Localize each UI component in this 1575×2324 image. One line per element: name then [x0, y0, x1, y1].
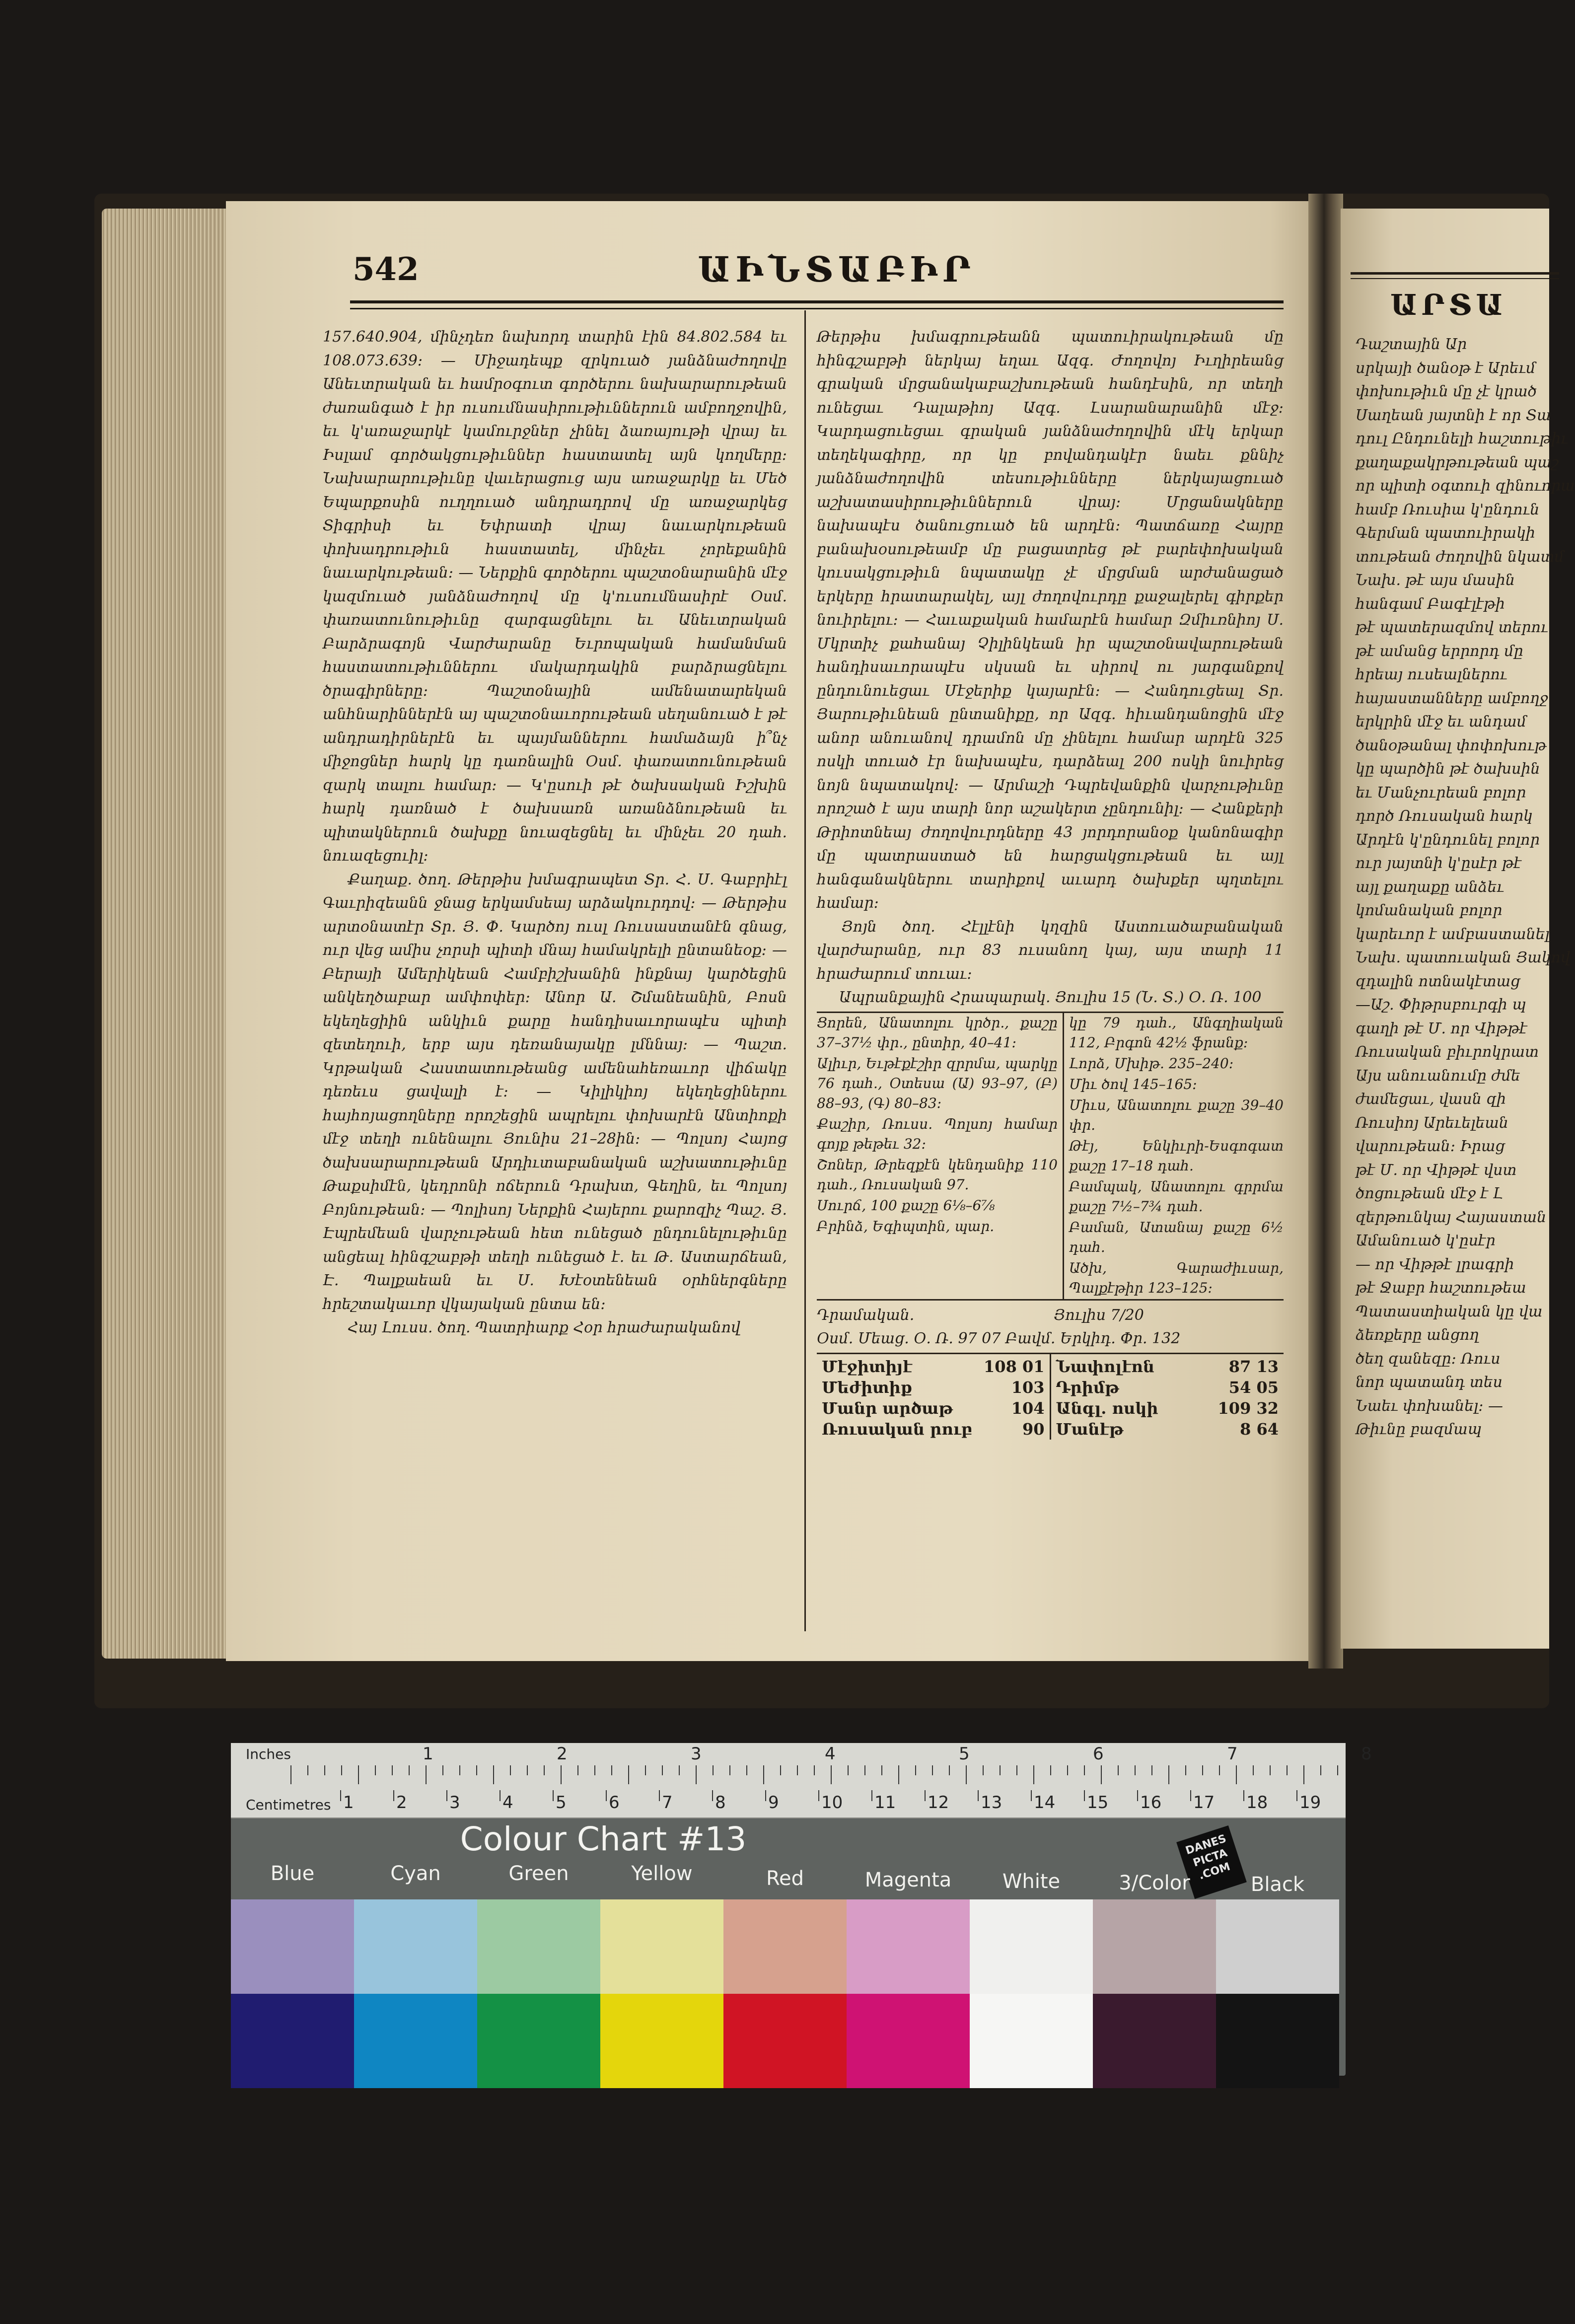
ruler-inches-label: Inches	[246, 1746, 291, 1762]
ruler-inch-number: 6	[1093, 1744, 1104, 1764]
ruler-cm-number: 19	[1299, 1793, 1321, 1813]
right-page-line: Նախ. թէ այս մասին	[1356, 572, 1515, 589]
ruler-cm-number: 16	[1140, 1793, 1162, 1813]
market-row: Բաման, Ատանայ քաշը 6½ դահ.	[1069, 1219, 1284, 1255]
ruler-tick	[476, 1765, 477, 1775]
right-page-line: Ամանուած կ'ըսէր	[1356, 1232, 1496, 1249]
ruler-tick	[1320, 1765, 1321, 1775]
exchange-row	[822, 1377, 1045, 1398]
ruler-inch-number: 4	[825, 1744, 836, 1764]
ruler-tick	[1137, 1790, 1138, 1801]
ruler-tick	[898, 1765, 899, 1784]
book-gutter	[1308, 194, 1343, 1669]
ruler-tick	[1287, 1765, 1288, 1775]
right-page-line: կոմանական բոլոր	[1356, 902, 1503, 919]
ruler-tick	[553, 1790, 554, 1801]
ruler-tick	[949, 1765, 950, 1775]
ruler-tick	[983, 1765, 984, 1775]
ruler-tick	[1033, 1765, 1034, 1784]
right-page-line: թէ Ջաբր հաշտութեա	[1356, 1279, 1526, 1297]
right-page-line: զերթունկայ Հայաստան	[1356, 1208, 1547, 1226]
exchange-value: 103	[1011, 1378, 1045, 1397]
ruler-tick	[1243, 1790, 1244, 1801]
market-row: Շոներ, Թրեզքէն կենդանիք 110 դահ., Ռուսական 97.	[817, 1156, 1058, 1193]
swatch-top	[354, 1899, 477, 1994]
ruler-inch-number: 1	[423, 1744, 433, 1764]
exchange-row	[1056, 1356, 1279, 1377]
ruler-tick	[662, 1765, 663, 1775]
exchange-value: 108 01	[984, 1357, 1045, 1376]
ruler-tick	[510, 1765, 511, 1775]
ruler-tick	[932, 1765, 933, 1775]
market-left-cells	[817, 1013, 1064, 1299]
ruler-tick	[1190, 1790, 1191, 1801]
exchange-label: Մէջիտիյէ	[822, 1357, 913, 1376]
ruler-tick	[561, 1765, 562, 1784]
right-page-line: —Աշ. Փիթրսբուրգի պ	[1356, 996, 1526, 1014]
ruler-cm-number: 5	[556, 1793, 567, 1813]
ruler-inch-number: 3	[691, 1744, 702, 1764]
right-page-line: նոր պատանդ տես	[1356, 1374, 1503, 1391]
right-page-line: թէ պատերազմով տերու	[1356, 619, 1548, 636]
ruler-cm-number: 13	[981, 1793, 1002, 1813]
ruler-tick	[696, 1765, 697, 1784]
swatch-label: Black	[1250, 1873, 1305, 1896]
exchange-value: 87 13	[1228, 1357, 1279, 1376]
ruler-cm-number: 6	[609, 1793, 620, 1813]
exchange-left	[817, 1354, 1050, 1440]
exchange-label: Ռուսական րուբ	[822, 1419, 972, 1439]
right-page-line: Պատաստիական կը վա	[1356, 1303, 1543, 1320]
swatch-top	[847, 1899, 970, 1994]
chart-title: Colour Chart #13	[460, 1820, 747, 1858]
exchange-value: 8 64	[1240, 1419, 1279, 1439]
ruler-inch-number: 7	[1227, 1744, 1238, 1764]
right-page-line: ծեղ զանեզը։ Ռուս	[1356, 1350, 1501, 1368]
header-rule-thin	[350, 308, 1284, 309]
swatch-top	[1093, 1899, 1216, 1994]
ruler-cm-number: 14	[1034, 1793, 1056, 1813]
swatch-top	[723, 1899, 847, 1994]
swatch-label: Red	[766, 1867, 804, 1890]
exchange-value: 54 05	[1228, 1378, 1279, 1397]
ruler-cm-number: 12	[928, 1793, 949, 1813]
swatch-bottom	[600, 1994, 723, 2088]
right-page-line: թէ ամանց երրորդ մը	[1356, 642, 1523, 660]
ruler-tick	[1031, 1790, 1032, 1801]
swatch-label: Green	[508, 1862, 569, 1885]
swatch-top	[600, 1899, 723, 1994]
ruler-tick	[324, 1765, 325, 1775]
ruler-tick	[392, 1765, 393, 1775]
ruler-tick	[1000, 1765, 1001, 1775]
right-page-line: Սաղեան յայտնի է որ Տա	[1356, 406, 1551, 424]
ruler-tick	[1016, 1765, 1017, 1775]
ruler-tick	[1303, 1765, 1304, 1784]
right-page-line: զդալին ոտնակէտաց	[1356, 972, 1520, 990]
ruler-tick	[446, 1790, 447, 1801]
ruler-tick	[1253, 1765, 1254, 1775]
market-row: Բամպակ, Անատոլու գրրմա քաշը 7½–7¾ դահ.	[1069, 1178, 1284, 1215]
exchange-row	[822, 1398, 1045, 1419]
ruler-tick	[1168, 1765, 1169, 1784]
exchange-row	[822, 1356, 1045, 1377]
swatch-label: 3/Color	[1119, 1872, 1190, 1894]
ruler-tick	[1296, 1790, 1297, 1801]
ruler-tick	[1135, 1765, 1136, 1775]
ruler-tick	[594, 1765, 595, 1775]
ruler-cm-number: 10	[821, 1793, 843, 1813]
right-page-line: Թիւնը բազմապ	[1356, 1421, 1482, 1438]
column-divider	[804, 310, 806, 1631]
ruler-tick	[1236, 1765, 1237, 1784]
market-row: կը 79 դահ., Անգղիական 112, Բրգոն 42½ ֆրանք։	[1069, 1014, 1284, 1051]
ruler-tick	[459, 1765, 460, 1775]
ruler-tick	[763, 1765, 764, 1784]
ruler-tick	[606, 1790, 607, 1801]
ruler-tick	[341, 1765, 342, 1775]
swatch-labels	[231, 1862, 1346, 1897]
right-page-line: կը պարծին թէ ծախսին	[1356, 760, 1540, 778]
swatch-label: White	[1002, 1870, 1061, 1893]
right-page-line: այլ քաղաքը անձեւ	[1356, 878, 1504, 896]
ruler-tick	[679, 1765, 680, 1775]
danes-picta-logo: DANES PICTA .COM	[1176, 1825, 1247, 1899]
swatch-label: Blue	[270, 1862, 315, 1885]
exchange-subtitle: Օսմ. Մեաց. Օ. Ռ. 97 07 Բավմ. Երկիդ. Փր. 132	[817, 1330, 1181, 1347]
right-page-line: ծոցութեան մէջ է Լ	[1356, 1185, 1503, 1202]
market-row: Միւ ծով 145–165։	[1069, 1076, 1197, 1092]
right-page-line: հրեայ ուսեալներու	[1356, 666, 1507, 683]
exchange-row	[1056, 1398, 1279, 1419]
ruler-centimetres-label: Centimetres	[246, 1797, 331, 1813]
ruler-cm-number: 17	[1193, 1793, 1215, 1813]
ruler-tick	[500, 1790, 501, 1801]
exchange-title-right: Յուլիս 7/20	[1054, 1306, 1144, 1324]
market-row: Թէյ, Ենկիւրի-Եսգոգատ քաշը 17–18 դահ.	[1069, 1137, 1284, 1174]
exchange-title-left: Դրամական.	[817, 1306, 915, 1324]
swatch-label: Yellow	[631, 1862, 693, 1885]
ruler-inch-number: 2	[557, 1744, 568, 1764]
ruler-tick	[544, 1765, 545, 1775]
right-column	[817, 325, 1284, 1440]
exchange-title	[817, 1304, 1284, 1327]
left-paragraph-1: 157.640.904, մինչդեռ նախորդ տարին էին 84.802.584 եւ 108.073.639։ — Միջադեպք զրկուած յանձնաժողովը Անեւտրական եւ համրօգուտ գործերու նախարարութեան ժառանգած է իր ուսումնասիրութիւններուն ամբողջովին, եւ կ'առաջարկէ կամուրջներ չինել ձառայութի վրայ եւ Իսլամ գործակցութիւններ հաստատել այն կողմերը։ Նախարարութիւնը վաւերացուց այս առաջարկը եւ Մեծ Եպարքոսին ուղղուած անդրադրով մը առաջարկեց Տիգրիսի եւ Եփրատի վրայ նաւարկութեան փոխադրութիւն հաստատել, մինչեւ չորեքանին նաւարկութեան։ — Ներքին գործերու պաշտօնարանին մէջ կազմուած յանձնաժողով մը կ'ուսումնասիրէ Օսմ. փառատունութիւնը զարգացնելու եւ Անեւտրական Բարձրագոյն Վարժարանը Եւրոպական համանման հաստատութիւններու մակարդակին բարձրացնելու ծրագիրները։ Պաշտօնային ամենատարեկան անհնարիններէն այ պաշտօնաւորութեան սեղանուած է թէ անդրադիրներէն եւ պայմաններու համաձայն ի՞նչ միջոցներ հարկ կը դառնալին Օսմ. փառատունութեան զարկ տալու համար։ — Կ'ըսուի թէ ծախսական Իշխին հարկ դառնած է ծախսառն առանձնութեան եւ պիտակներուն ծախքը նուազեցնել եւ մինչեւ 20 դահ. նուազեցուիլ։	[323, 328, 787, 865]
swatch-bottom	[847, 1994, 970, 2088]
header-rule	[350, 300, 1284, 303]
ruler-tick	[818, 1790, 819, 1801]
ruler-tick	[915, 1765, 916, 1775]
ruler-tick	[966, 1765, 967, 1784]
ruler-tick	[527, 1765, 528, 1775]
ruler-tick	[645, 1765, 646, 1775]
ruler-tick	[409, 1765, 410, 1775]
swatch-bottom	[354, 1994, 477, 2088]
left-paragraph-3: Հայ Լուսս. ծող. Պատրիարք Հօր հրաժարականով	[348, 1319, 741, 1336]
swatch-label: Cyan	[390, 1862, 441, 1885]
ruler	[231, 1743, 1372, 1818]
ruler-cm-number: 3	[449, 1793, 460, 1813]
ruler-tick	[871, 1790, 872, 1801]
ruler-tick	[290, 1765, 291, 1784]
ruler-tick	[1202, 1765, 1203, 1775]
swatch-top	[1216, 1899, 1339, 1994]
ruler-tick	[307, 1765, 308, 1775]
ruler-cm-number: 7	[662, 1793, 673, 1813]
right-page-line: կարեւոր է ամբաստանել	[1356, 925, 1550, 943]
exchange-label: Մանր արծաթ	[822, 1398, 953, 1418]
swatch-top	[970, 1899, 1093, 1994]
ruler-tick	[729, 1765, 730, 1775]
ruler-tick	[628, 1765, 629, 1784]
right-page-line: Դաշտային Ար	[1356, 336, 1467, 353]
right-page-line: Արդէն կ'ընդունել բոլոր	[1356, 831, 1540, 849]
exchange-value: 104	[1011, 1398, 1045, 1418]
right-page-line: թէ Մ. որ Վիթթէ վստ	[1356, 1161, 1517, 1179]
ruler-tick	[358, 1765, 359, 1784]
ruler-tick	[340, 1790, 341, 1801]
right-page-line: Այս անուանումը ժմե	[1356, 1067, 1520, 1085]
exchange-label: Մանէթ	[1056, 1419, 1124, 1439]
ruler-tick	[780, 1765, 781, 1775]
ruler-cm-number: 18	[1246, 1793, 1268, 1813]
swatch-bottom	[477, 1994, 600, 2088]
ruler-tick	[848, 1765, 849, 1775]
ruler-tick	[493, 1765, 494, 1784]
exchange-row	[1056, 1419, 1279, 1440]
ruler-cm-number: 15	[1087, 1793, 1109, 1813]
exchange-table	[817, 1353, 1284, 1440]
right-page-line: ձեռքերը անցող	[1356, 1326, 1479, 1344]
right-page-line: Նաեւ փոխանել։ —	[1356, 1397, 1503, 1415]
running-head: ԱԻՆՏԱԲԻՐ	[698, 249, 976, 290]
market-row: Լորձ, Մխիթ. 235–240։	[1069, 1055, 1234, 1072]
exchange-right	[1050, 1354, 1284, 1440]
exchange-value: 109 32	[1217, 1398, 1279, 1418]
left-paragraph-2: Քաղաք. ծող. Թերթիս խմագրապետ Տր. Հ. Ս. Գաբրիէլ Գաւրիզեանն ջնաց երկամսեայ արձակուրդով։ — Թերթիս արտօնատէր Տր. Յ. Փ. Կարծոյ ուսլ Ռուսաստանէն գնաց, ուր վեց ամիս չորսի պիտի մնայ համակրելի ընտանեօք։ — Բերայի Ամերիկեան Համբիշխանին ինքնայ կարծեցին անկեղծաբար ամփոփեր։ Անոր Ա. Շմանեանին, Բոսն եկեղեցիին անկիւն քարը հանդիսաւորապէս պիտի զետեղուի, երբ այս դեռանայակը լմննայ։ — Պաշտ. Կրթական Հաստատութեանց ամենահեռաւոր վիճակը դեռեւս ցավալի է։ — Կիլիկիոյ եկեղեցիներու հայհոյացողները որոշեցին ապրելու փոխարէն Անտիոքի մէջ տեղի ունենալու Յունիս 21–28ին։ — Պոլսոյ Հայոց ծախսարարութեան Արդիւտաբանական աշխատութիւնը Թաքսիմէն, կեդրոնի ոճերուն Դրախտ, Գեղին, եւ Պոլսոյ Բոյնութեան։ — Պոլիսոյ Ներքին Հայերու քարոզիչ Պաշ. Յ. Էպրեմեան վարչութեան հետ ունեցած ընդունելութիւնը անցեալ հինգշաբթի տեղի ունեցած է. եւ Թ. Աստարճեան, Է. Պալքաեան եւ Ս. Խէօտենեան օրհներգները հրեշտակաւոր վկայական ընտա են։	[323, 871, 787, 1313]
ruler-tick	[1185, 1765, 1186, 1775]
right-page-line: Նախ. պատուական Յակով	[1356, 949, 1570, 966]
market-row: Բրինձ, Եգիպտին, պար.	[817, 1218, 995, 1235]
ruler-cm-number: 9	[768, 1793, 779, 1813]
exchange-label: Անգլ. ոսկի	[1056, 1398, 1158, 1418]
ruler-tick	[1101, 1765, 1102, 1784]
exchange-label: Մեժիտիք	[822, 1378, 913, 1397]
ruler-tick	[814, 1765, 815, 1775]
ruler-tick	[659, 1790, 660, 1801]
ruler-tick	[375, 1765, 376, 1775]
market-row: Ցորեն, Անատոլու կրծր., քաշը 37–37½ փր., ընտիր, 40–41։	[817, 1014, 1058, 1051]
ruler-cm-number: 1	[343, 1793, 354, 1813]
right-paragraph-2: Յոյն ծող. Հէլլէնի կղզին Աստուածաբանական վարժարանը, ուր 83 ուսանող կայ, այս տարի 11 հրաժարում տուաւ։	[817, 918, 1284, 983]
market-title: Ապրանքային Հրապարակ. Յուլիս 15 (Ն. Տ.) Օ. Ռ. 100	[839, 989, 1262, 1006]
right-page-line: հանգամ Բագէլէթի	[1356, 595, 1505, 613]
ruler-tick	[797, 1765, 798, 1775]
page-edges	[102, 209, 246, 1659]
colour-chart	[231, 1743, 1372, 2076]
market-row: Ածխ, Գարաժիւսար, Պալքէթիր 123–125։	[1069, 1259, 1284, 1296]
ruler-tick	[713, 1765, 714, 1775]
right-page-line: Գերման պատուիրակի	[1356, 524, 1535, 542]
exchange-row	[1056, 1377, 1279, 1398]
ruler-tick	[925, 1790, 926, 1801]
market-table	[817, 1012, 1284, 1301]
swatch-bottom	[1093, 1994, 1216, 2088]
right-page-line: Ռուսական բիւրոկրատ	[1356, 1043, 1539, 1061]
ruler-tick	[765, 1790, 766, 1801]
ruler-tick	[393, 1790, 394, 1801]
right-page-line: ծանօթանալ փոփոխութ	[1356, 736, 1547, 754]
ruler-tick	[1219, 1765, 1220, 1775]
right-page-line: ուր յայտնի կ'ըսէր թէ	[1356, 855, 1522, 872]
right-page-line: որ պիտի օգտուի զինուորա	[1356, 477, 1575, 495]
ruler-tick	[864, 1765, 865, 1775]
right-page-line: ժամեցաւ, վասն զի	[1356, 1090, 1506, 1108]
right-page-column	[1356, 333, 1575, 1442]
ruler-tick	[712, 1790, 713, 1801]
right-page-line: փոխութիւն մը չէ կրած	[1356, 383, 1537, 400]
swatch-bottom	[231, 1994, 354, 2088]
left-page	[226, 201, 1313, 1661]
right-page-line: տութեան ժողովին նկատմ	[1356, 548, 1564, 566]
ruler-cm-number: 11	[874, 1793, 896, 1813]
right-page-line: եւ Մանչուրեան բոլոր	[1356, 784, 1526, 801]
ruler-tick	[1050, 1765, 1051, 1775]
right-paragraph-1: Թերթիս խմագրութեանն պատուիրակութեան մը հինգշաբթի ներկայ եղաւ Ազգ. Ժողովոյ Իւղիրեանց գրական մրցանակաբաշխութեան հանդէսին, որ տեղի ունեցաւ Դալաթիոյ Ազգ. Լսարանարանին մէջ։ Կարդացուեցաւ գրական յանձնաժողովին մէկ երկար տեղեկագիրը, որ կը բովանդակէր նաեւ քննիչ յանձնաժողովին տեսութիւնները ներկայացուած աշխատասիրութիւններուն վրայ։ Մրցանակները նախապէս ծանուցուած են արդէն։ Պատճառը Հայրը բանախօսութեամբ մը բացատրեց թէ բարեփոխական կուսակցութիւն նպատակը չէ մրցման արժանացած երկերը հրատարակել, այլ ժողովուրդը քաջալերել գիրքեր նուիրելու։ — Հաւաքական համարէն համար Զմիւռնիոյ Ս. Մկրտիչ քահանայ Չիլինկեան իր պաշտօնավարութեան հանդիսաւորապէս սկսան եւ սիրով ու յարգանքով ընդունուեցաւ Մէջերիք կայարէն։ — Հանդուցեալ Տր. Յարութիւնեան ընտանիքը, որ Ազգ. հիւանդանոցին մէջ անոր անուանով դրամոն մը չինելու համար արդէն 325 ոսկի տուած էր նախապէս, դարձեալ 200 ոսկի նուիրեց նոյն նպատակով։ — Արմաշի Դպրեվանքին վարչութիւնը որոշած է այս տարի նոր աշակերտ չընդունիլ։ — Հանքերի Թրիոտնեայ ժողովուրդները 43 յորդորանօք կանոնագիր մը պատրաստած են հարցակցութեան եւ այլ հանգանակներու տարիքով աւարդ ծախքեր պղտելու համար։	[817, 328, 1284, 912]
market-right-cells	[1064, 1013, 1284, 1299]
swatch-bottom	[1216, 1994, 1339, 2088]
ruler-tick	[1084, 1790, 1085, 1801]
swatch-bottom	[723, 1994, 847, 2088]
ruler-tick	[881, 1765, 882, 1775]
swatch-bottom	[970, 1994, 1093, 2088]
right-page-line: հայաստանները ամբողջ	[1356, 689, 1548, 707]
ruler-inch-number: 5	[959, 1744, 970, 1764]
right-page-line: դուլ Ընդունելի հաշտութիւ	[1356, 430, 1568, 447]
ruler-cm-number: 4	[502, 1793, 513, 1813]
ruler-tick	[426, 1765, 427, 1784]
ruler-tick	[611, 1765, 612, 1775]
right-page-line: — որ Վիթթէ լրագրի	[1356, 1255, 1514, 1273]
market-row: Ալիւր, Եւթէքէշիր զրրմա, պարկը 76 դահ., Օտեսա (Ա) 93–97, (Բ) 88–93, (Գ) 80–83։	[817, 1055, 1058, 1111]
market-row: Սուրճ, 100 քաշը 6⅛–6⅞	[817, 1197, 995, 1214]
right-page-line: Ռուսիոյ Արեւելեան	[1356, 1114, 1508, 1132]
swatch-top	[477, 1899, 600, 1994]
ruler-tick	[1337, 1765, 1338, 1775]
right-running-head: ԱՐՏԱ	[1390, 288, 1507, 322]
ruler-inch-number: 8	[1361, 1744, 1372, 1764]
ruler-tick	[1270, 1765, 1271, 1775]
right-page-line: քաղաքակրթութեան պաշ	[1356, 453, 1559, 471]
market-row: Քաշիր, Ռուսս. Պոլսոյ համար գոյք թեթեւ 32։	[817, 1115, 1058, 1152]
page-number: 542	[353, 251, 419, 288]
swatch-label: Magenta	[864, 1869, 952, 1891]
left-column	[323, 325, 787, 1340]
right-page-line: դործ Ռուսական հարկ	[1356, 807, 1533, 825]
ruler-tick	[831, 1765, 832, 1784]
ruler-tick	[442, 1765, 443, 1775]
ruler-tick	[1118, 1765, 1119, 1775]
exchange-label: Նափոլէոն	[1056, 1357, 1154, 1376]
right-page-line: գաղի թէ Մ. որ Վիթթէ	[1356, 1019, 1527, 1037]
right-page-line: վարութեան։ Իրաց	[1356, 1138, 1505, 1155]
header-rule	[1351, 272, 1559, 275]
ruler-tick	[577, 1765, 578, 1775]
right-page-line: սրկայի ծանօթ է Արեւմ	[1356, 359, 1536, 377]
ruler-cm-number: 8	[715, 1793, 726, 1813]
header-rule-thin	[1351, 278, 1559, 279]
swatch-top	[231, 1899, 354, 1994]
ruler-tick	[1084, 1765, 1085, 1775]
right-page	[1341, 209, 1575, 1649]
exchange-row	[822, 1419, 1045, 1440]
exchange-value: 90	[1022, 1419, 1045, 1439]
ruler-tick	[746, 1765, 747, 1775]
ruler-cm-number: 2	[396, 1793, 407, 1813]
exchange-label: Դրիմթ	[1056, 1378, 1120, 1397]
right-page-line: երկրին մէջ եւ անդամ	[1356, 713, 1527, 730]
ruler-tick	[1151, 1765, 1152, 1775]
market-row: Միւս, Անատոլու քաշը 39–40 փր.	[1069, 1096, 1284, 1133]
ruler-tick	[1067, 1765, 1068, 1775]
ruler-tick	[978, 1790, 979, 1801]
right-page-line: համբ Ռուսիա կ'ընդուն	[1356, 501, 1540, 518]
